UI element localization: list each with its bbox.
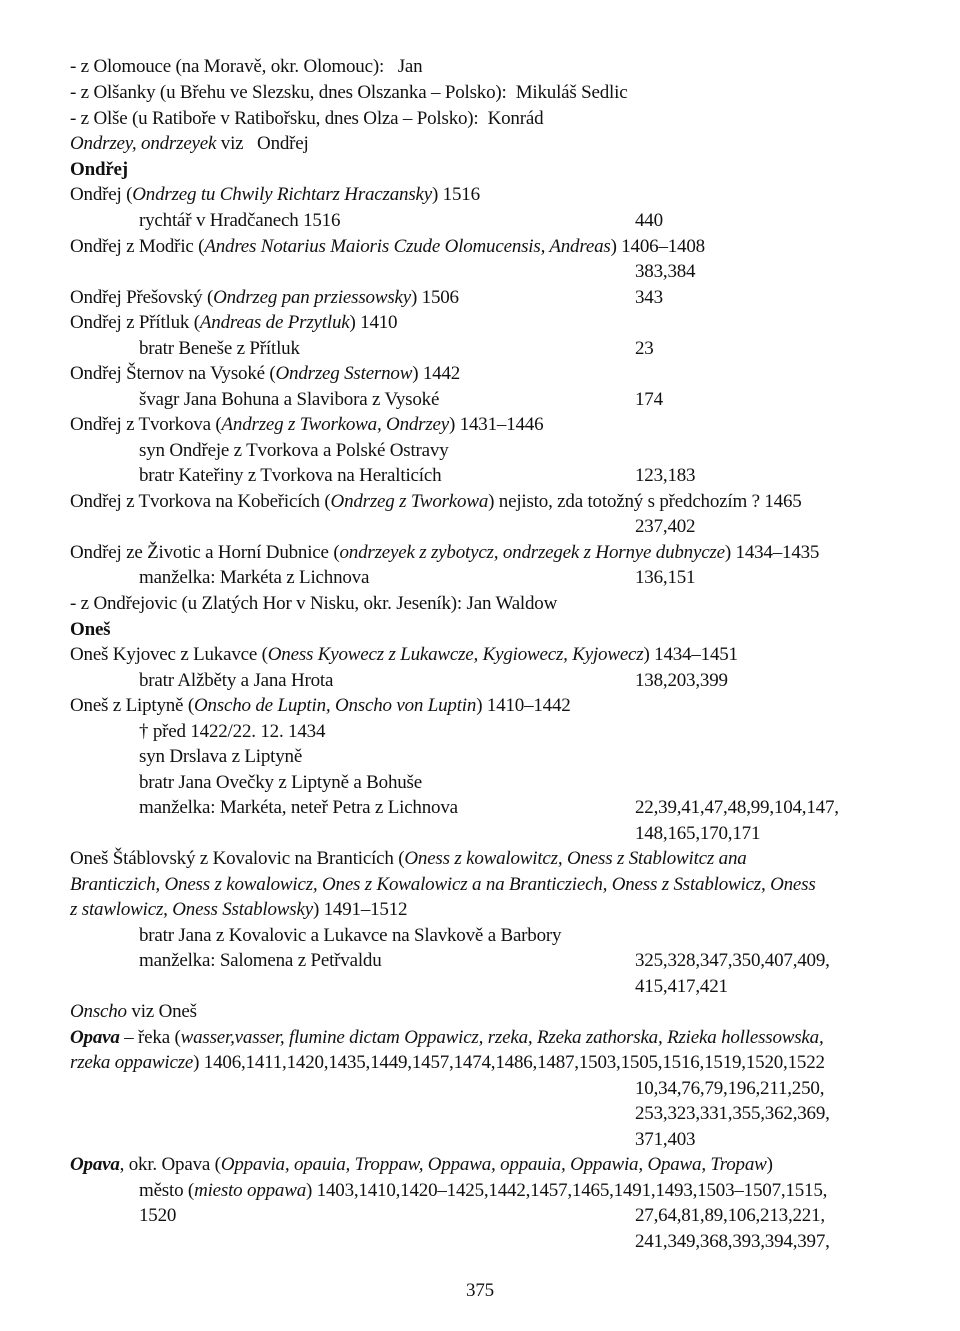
index-line: Ondřej z Tvorkova (Andrzeg z Tworkowa, Ondrzey) 1431–1446 — [70, 414, 544, 435]
index-line: Oneš z Liptyně (Onscho de Luptin, Onscho von Luptin) 1410–1442 — [70, 695, 571, 716]
index-line: Ondřej Šternov na Vysoké (Ondrzeg Ssternow) 1442 — [70, 363, 461, 384]
page-refs: 138,203,399 — [635, 670, 728, 691]
index-line: - z Olše (u Ratiboře v Ratibořsku, dnes Olza – Polsko): Konrád — [70, 108, 544, 129]
index-subline: bratr Kateřiny z Tvorkova na Heralticích — [139, 465, 442, 486]
page-number: 375 — [466, 1280, 494, 1301]
index-subline: 1520 — [139, 1205, 177, 1226]
index-line: Ondřej z Tvorkova na Kobeřicích (Ondrzeg z Tworkowa) nejisto, zda totožný s předchozím ? 1465 — [70, 491, 802, 512]
index-subline: manželka: Markéta z Lichnova — [139, 567, 370, 588]
index-line: Opava – řeka (wasser,vasser, flumine dictam Oppawicz, rzeka, Rzeka zathorska, Rzieka hollessowska, — [70, 1027, 824, 1048]
index-subline: bratr Alžběty a Jana Hrota — [139, 670, 334, 691]
index-line: Onscho viz Oneš — [70, 1001, 197, 1022]
page-refs: 22,39,41,47,48,99,104,147, — [635, 797, 839, 818]
page-refs: 383,384 — [635, 261, 696, 282]
index-subline: švagr Jana Bohuna a Slavibora z Vysoké — [139, 389, 440, 410]
page-refs: 148,165,170,171 — [635, 823, 761, 844]
page-refs: 10,34,76,79,196,211,250, — [635, 1078, 825, 1099]
index-subline: bratr Jana Ovečky z Liptyně a Bohuše — [139, 772, 422, 793]
index-line: Oneš Kyjovec z Lukavce (Oness Kyowecz z Lukawcze, Kygiowecz, Kyjowecz) 1434–1451 — [70, 644, 738, 665]
index-line: Oneš Štáblovský z Kovalovic na Branticích (Oness z kowalowitcz, Oness z Stablowitcz ana — [70, 848, 747, 869]
index-subline: rychtář v Hradčanech 1516 — [139, 210, 341, 231]
page-refs: 440 — [635, 210, 663, 231]
index-line: Ondřej z Přítluk (Andreas de Przytluk) 1410 — [70, 312, 398, 333]
index-line: Ondřej z Modřic (Andres Notarius Maioris Czude Olomucensis, Andreas) 1406–1408 — [70, 236, 705, 257]
index-heading: Ondřej — [70, 159, 128, 180]
index-line: z stawlowicz, Oness Sstablowsky) 1491–1512 — [70, 899, 408, 920]
index-subline: syn Ondřeje z Tvorkova a Polské Ostravy — [139, 440, 449, 461]
page-refs: 27,64,81,89,106,213,221, — [635, 1205, 825, 1226]
index-subline: bratr Jana z Kovalovic a Lukavce na Slavkově a Barbory — [139, 925, 562, 946]
index-subline: manželka: Salomena z Petřvaldu — [139, 950, 382, 971]
index-subline: † před 1422/22. 12. 1434 — [139, 721, 326, 742]
index-line: Ondřej Přešovský (Ondrzeg pan prziessowsky) 1506 — [70, 287, 459, 308]
page-refs: 136,151 — [635, 567, 696, 588]
page-refs: 253,323,331,355,362,369, — [635, 1103, 830, 1124]
page-refs: 123,183 — [635, 465, 696, 486]
page-refs: 174 — [635, 389, 663, 410]
index-line: rzeka oppawicze) 1406,1411,1420,1435,1449,1457,1474,1486,1487,1503,1505,1516,1519,1520,1522 — [70, 1052, 825, 1073]
index-line: - z Olšanky (u Břehu ve Slezsku, dnes Olszanka – Polsko): Mikuláš Sedlic — [70, 82, 628, 103]
index-subline: manželka: Markéta, neteř Petra z Lichnova — [139, 797, 458, 818]
page-refs: 237,402 — [635, 516, 696, 537]
index-line: Branticzich, Oness z kowalowicz, Ones z Kowalowicz a na Branticziech, Oness z Sstablowicz, Oness — [70, 874, 816, 895]
index-subline: bratr Beneše z Přítluk — [139, 338, 300, 359]
index-line: Ondřej (Ondrzeg tu Chwily Richtarz Hraczansky) 1516 — [70, 184, 480, 205]
page-refs: 371,403 — [635, 1129, 696, 1150]
index-line: - z Olomouce (na Moravě, okr. Olomouc): Jan — [70, 56, 423, 77]
index-subline: syn Drslava z Liptyně — [139, 746, 303, 767]
index-subline: město (miesto oppawa) 1403,1410,1420–1425,1442,1457,1465,1491,1493,1503–1507,1515, — [139, 1180, 828, 1201]
page-refs: 343 — [635, 287, 663, 308]
index-line: Opava, okr. Opava (Oppavia, opauia, Troppaw, Oppawa, oppauia, Oppawia, Opawa, Tropaw) — [70, 1154, 773, 1175]
page-refs: 241,349,368,393,394,397, — [635, 1231, 830, 1252]
index-line: Ondřej ze Životic a Horní Dubnice (ondrzeyek z zybotycz, ondrzegek z Hornye dubnycze) 1434–1435 — [70, 542, 820, 563]
index-line: Ondrzey, ondrzeyek viz Ondřej — [70, 133, 309, 154]
page-refs: 325,328,347,350,407,409, — [635, 950, 830, 971]
page-refs: 23 — [635, 338, 654, 359]
index-line: - z Ondřejovic (u Zlatých Hor v Nisku, okr. Jeseník): Jan Waldow — [70, 593, 558, 614]
page-refs: 415,417,421 — [635, 976, 728, 997]
index-heading: Oneš — [70, 619, 111, 640]
